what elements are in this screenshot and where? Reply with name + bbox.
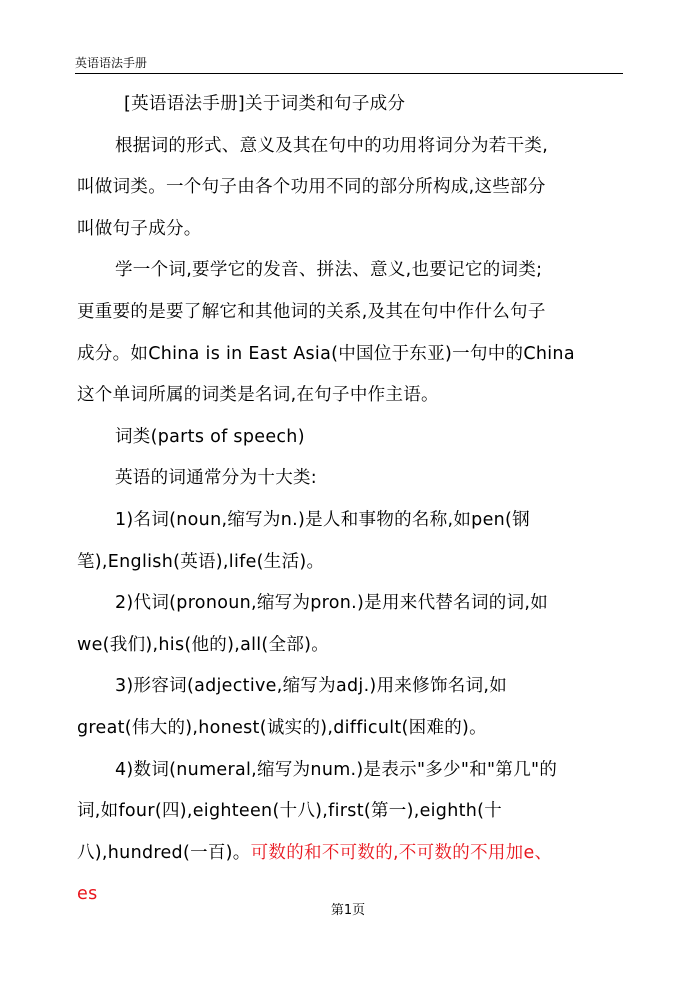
list-item-pronoun-cont: we(我们),his(他的),all(全部)。 — [77, 634, 330, 655]
list-item-noun: 1)名词(noun,缩写为n.)是人和事物的名称,如pen(钢 — [115, 509, 530, 530]
paragraph-line: 叫做词类。一个句子由各个功用不同的部分所构成,这些部分 — [77, 177, 546, 198]
running-header: 英语语法手册 — [75, 56, 148, 70]
list-item-numeral: 4)数词(numeral,缩写为num.)是表示"多少"和"第几"的 — [115, 759, 558, 780]
paragraph-line: 更重要的是要了解它和其他词的关系,及其在句中作什么句子 — [77, 301, 546, 322]
highlighted-note-end: es — [77, 884, 98, 905]
list-item-adjective-cont: great(伟大的),honest(诚实的),difficult(困难的)。 — [77, 717, 487, 738]
highlighted-note: 可数的和不可数的,不可数的不用加e、 — [250, 842, 553, 863]
list-item-noun-cont: 笔),English(英语),life(生活)。 — [77, 551, 325, 572]
list-item-numeral-cont — [77, 833, 645, 875]
page-number: 第1页 — [330, 903, 366, 918]
document-title: [英语语法手册]关于词类和句子成分 — [124, 94, 406, 114]
section-heading: 词类(parts of speech) — [115, 426, 305, 447]
paragraph-line: 英语的词通常分为十大类: — [115, 468, 317, 489]
document-body — [77, 84, 645, 916]
paragraph-line: 叫做句子成分。 — [77, 218, 202, 239]
paragraph-line: 这个单词所属的词类是名词,在句子中作主语。 — [77, 385, 439, 406]
paragraph-line: 根据词的形式、意义及其在句中的功用将词分为若干类, — [115, 135, 549, 156]
paragraph-text: 八),hundred(一百)。 — [77, 842, 251, 863]
list-item-pronoun: 2)代词(pronoun,缩写为pron.)是用来代替名词的词,如 — [115, 593, 549, 614]
paragraph-line: 学一个词,要学它的发音、拼法、意义,也要记它的词类; — [115, 260, 543, 281]
paragraph-line: 成分。如China is in East Asia(中国位于东亚)一句中的China — [77, 343, 575, 364]
header-divider — [75, 73, 623, 74]
list-item-numeral-cont: 词,如four(四),eighteen(十八),first(第一),eighth(十 — [77, 801, 503, 822]
list-item-adjective: 3)形容词(adjective,缩写为adj.)用来修饰名词,如 — [115, 676, 508, 697]
